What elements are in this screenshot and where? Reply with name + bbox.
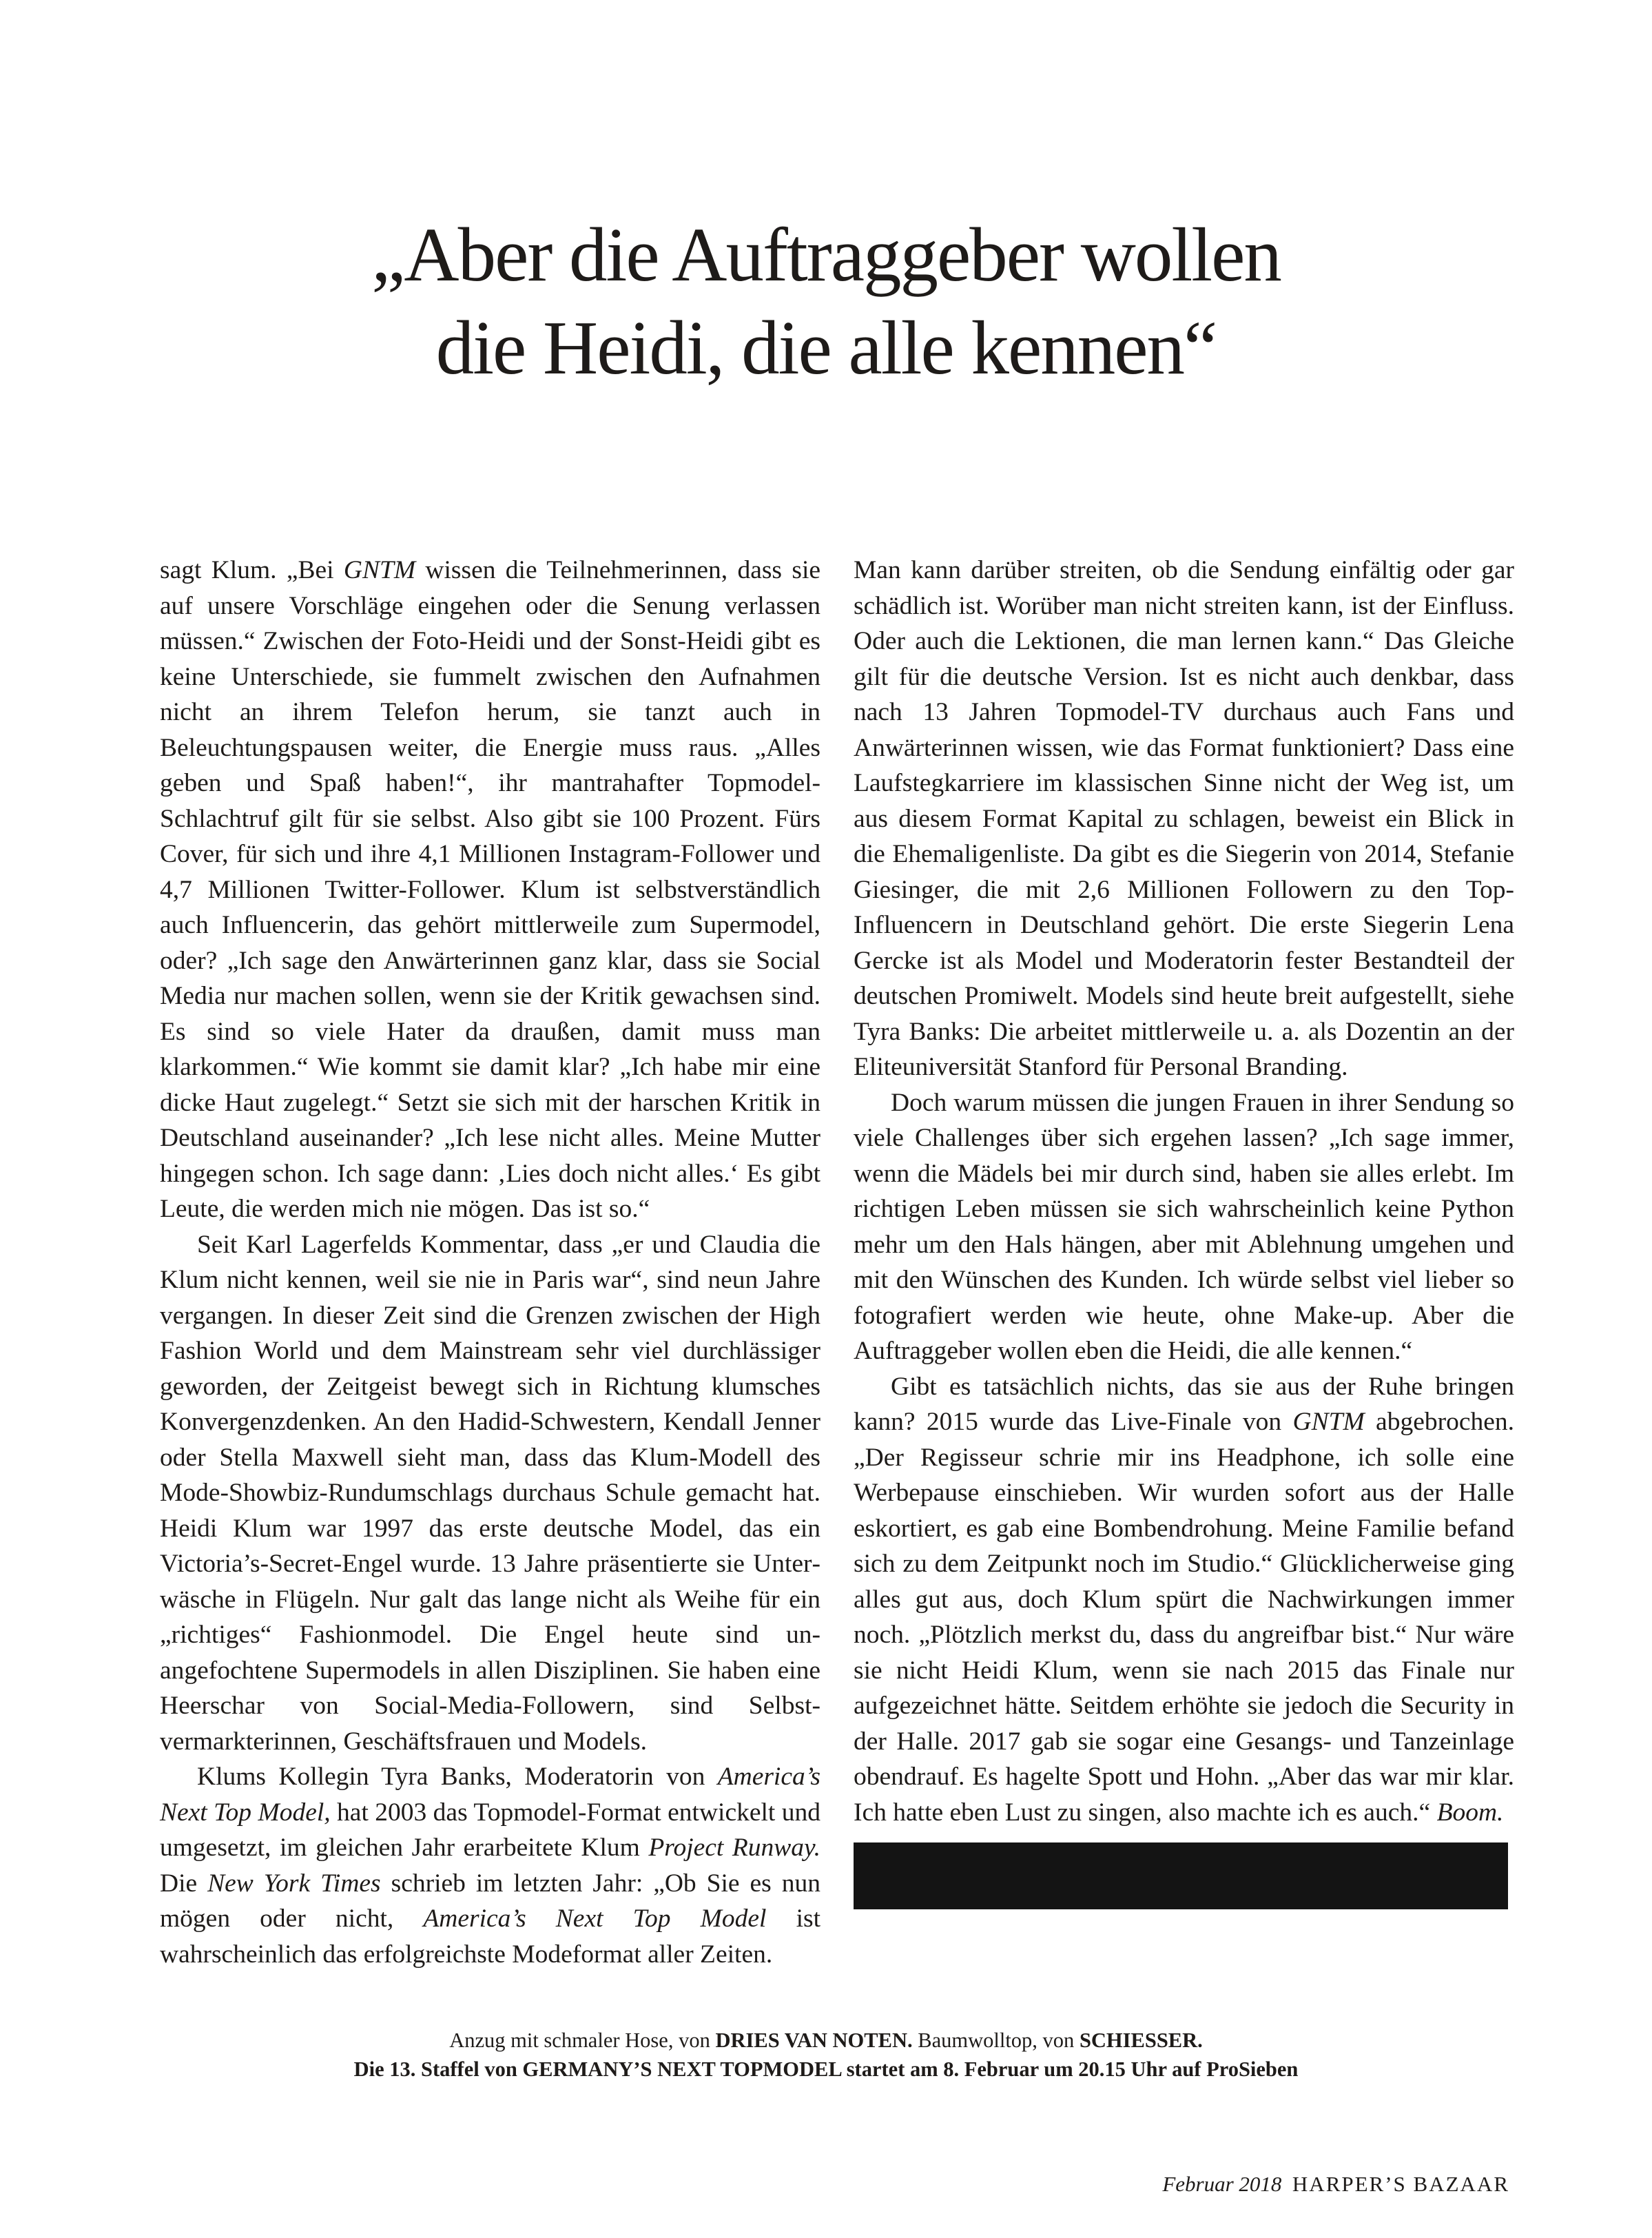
article-text: wissen die Teilnehmerinnen, dass sie auf unsere Vorschläge eingehen oder die Senung verlassen müssen.“ Zwischen der Foto-Heidi und der Sonst-Heidi gibt es keine Unterschiede, sie fummelt zwischen den Aufnahmen nicht an ihrem Telefon herum, sie tanzt auch in Beleuchtungspausen weiter, die Energie muss raus. „Alles geben und Spaß haben!“, ihr mantrahafter Topmodel-Schlachtruf gilt für sie selbst. Also gibt sie 100 Prozent. Fürs Cover, für sich und ihre 4,1 Millionen Instagram-Follower und 4,7 Millionen Twitter-Follower. Klum ist selbstverständlich auch Influencerin, das gehört mittlerweile zum Supermodel, oder? „Ich sage den Anwärterinnen ganz klar, dass sie Social Media nur machen sollen, wenn sie der Kritik gewachsen sind. Es sind so viele Hater da draußen, damit muss man klarkommen.“ Wie kommt sie damit klar? „Ich habe mir eine dicke Haut zugelegt.“ Setzt sie sich mit der harschen Kritik in Deutschland auseinander? „Ich lese nicht alles. Meine Mutter hingegen schon. Ich sage dann: ‚Lies doch nicht alles.‘ Es gibt Leute, die werden mich nie mögen. Das ist so.“: [160, 556, 821, 1223]
article-column-right: [854, 553, 1514, 1830]
credits-line-1: [137, 2026, 1515, 2055]
credits-text-a: Anzug mit schmaler Hose, von: [449, 2029, 716, 2052]
article-text: Gibt es tatsächlich nichts, das sie aus der Ruhe bringen kann? 2015 wurde das Live-Finale von: [854, 1372, 1514, 1436]
article-emphasis: Boom.: [1436, 1798, 1504, 1827]
footer-brand: HARPER’S BAZAAR: [1292, 2172, 1509, 2196]
credits-brand-2: SCHIESSER.: [1079, 2029, 1203, 2052]
article-text: Man kann darüber streiten, ob die Sendung einfältig oder gar schädlich ist. Worüber man nicht streiten kann, ist der Einfluss. Oder auch die Lektionen, die man lernen kann.“ Das Gleiche gilt für die deutsche Version. Ist es nicht auch denkbar, dass nach 13 Jahren Topmodel-TV durchaus auch Fans und Anwärterinnen wissen, wie das Format funktioniert? Dass eine Laufstegkarriere im klassischen Sinne nicht der Weg ist, um aus diesem Format Kapital zu schlagen, beweist ein Blick in die Ehemaligenliste. Da gibt es die Siegerin von 2014, Stefanie Giesinger, die mit 2,6 Millionen Followern zu den Top-Influencern in Deutschland gehört. Die erste Siegerin Lena Gercke ist als Model und Moderatorin fester Bestandteil der deutschen Promiwelt. Models sind heute breit aufgestellt, siehe Tyra Banks: Die arbeitet mittlerweile u. a. als Dozentin an der Eliteuniversität Stanford für Personal Branding.: [854, 556, 1514, 1081]
photo-credits: [137, 2026, 1515, 2084]
article-paragraph: [854, 1085, 1514, 1369]
article-text: Klums Kollegin Tyra Banks, Moderatorin von: [197, 1763, 718, 1791]
page-footer: [1162, 2170, 1509, 2198]
article-emphasis: GNTM: [343, 556, 416, 584]
footer-date: Februar 2018: [1162, 2172, 1282, 2196]
credits-brand-1: DRIES VAN NOTEN.: [715, 2029, 913, 2052]
article-paragraph: [854, 1369, 1514, 1831]
article-emphasis: America’s Next Top Model,: [160, 1763, 820, 1827]
article-paragraph: [854, 553, 1514, 1085]
article-paragraph: [160, 553, 820, 1227]
credits-text-b: Baumwolltop, von: [912, 2029, 1080, 2052]
article-column-left: [160, 553, 820, 1972]
article-paragraph: [160, 1759, 820, 1972]
article-text: abgebrochen. „Der Regisseur schrie mir ins Headphone, ich solle eine Werbepause einschieben. Wir wurden sofort aus der Halle eskortiert, es gab eine Bombendrohung. Meine Familie befand sich zu dem Zeitpunkt noch im Studio.“ Glücklicherweise ging alles gut aus, doch Klum spürt die Nachwirkungen immer noch. „Plötzlich merkst du, dass du angreifbar bist.“ Nur wäre sie nicht Heidi Klum, wenn sie nach 2015 das Finale nur aufgezeichnet hätte. Seitdem erhöhte sie jedoch die Security in der Halle. 2017 gab sie sogar eine Gesangs- und Tanzeinlage obendrauf. Es hagelte Spott und Hohn. „Aber das war mir klar. Ich hatte eben Lust zu singen, also machte ich es auch.“: [854, 1408, 1514, 1827]
article-text: schrieb im letzten Jahr: „Ob Sie es nun mögen oder nicht,: [160, 1869, 820, 1933]
pull-quote-headline: [137, 209, 1515, 395]
article-paragraph: [160, 1227, 820, 1760]
article-text: ist wahrscheinlich das erfolgreichste Modeformat aller Zeiten.: [160, 1905, 820, 1969]
article-text: Die: [160, 1869, 208, 1898]
credits-line-2: Die 13. Staffel von GERMANY’S NEXT TOPMODEL startet am 8. Februar um 20.15 Uhr auf ProSieben: [353, 2057, 1299, 2081]
headline-line-2: die Heidi, die alle kennen“: [435, 306, 1217, 391]
black-bar: [854, 1842, 1508, 1909]
article-text: Seit Karl Lagerfelds Kommentar, dass „er und Claudia die Klum nicht kennen, weil sie nie in Paris war“, sind neun Jahre vergangen. In dieser Zeit sind die Grenzen zwischen der High Fashion World und dem Mainstream sehr viel durchlässiger geworden, der Zeitgeist bewegt sich in Richtung klumsches Konvergenzdenken. An den Hadid-Schwestern, Kendall Jenner oder Stella Maxwell sieht man, dass das Klum-Modell des Mode-Showbiz-Rundumschlags durchaus Schule gemacht hat. Heidi Klum war 1997 das erste deutsche Model, das ein Victoria’s-Secret-Engel wurde. 13 Jahre präsentierte sie Unterwäsche in Flügeln. Nur galt das lange nicht als Weihe für ein „richtiges“ Fashionmodel. Die Engel heute sind unangefochtene Supermodels in allen Disziplinen. Sie haben eine Heerschar von Social-Media-Followern, sind Selbstvermarkterinnen, Geschäftsfrauen und Models.: [160, 1230, 820, 1756]
article-emphasis: GNTM: [1292, 1408, 1365, 1436]
article-emphasis: New York Times: [207, 1869, 381, 1898]
article-text: hat 2003 das Topmodel-Format entwickelt und umgesetzt, im gleichen Jahr erarbeitete Klum: [160, 1798, 820, 1862]
article-text: Doch warum müssen die jungen Frauen in ihrer Sendung so viele Challenges über sich ergehen lassen? „Ich sage immer, wenn die Mädels bei mir durch sind, haben sie alles erlebt. Im richtigen Leben müssen sie sich wahrscheinlich keine Python mehr um den Hals hängen, aber mit Ablehnung umgehen und mit den Wünschen des Kunden. Ich würde selbst viel lieber so fotografiert werden wie heute, ohne Make-up. Aber die Auftraggeber wollen eben die Heidi, die alle kennen.“: [854, 1088, 1514, 1365]
article-emphasis: America’s Next Top Model: [423, 1905, 767, 1933]
headline-line-1: „Aber die Auftraggeber wollen: [371, 213, 1281, 298]
article-text: sagt Klum. „Bei: [160, 556, 344, 584]
article-emphasis: Project Runway.: [648, 1834, 820, 1862]
